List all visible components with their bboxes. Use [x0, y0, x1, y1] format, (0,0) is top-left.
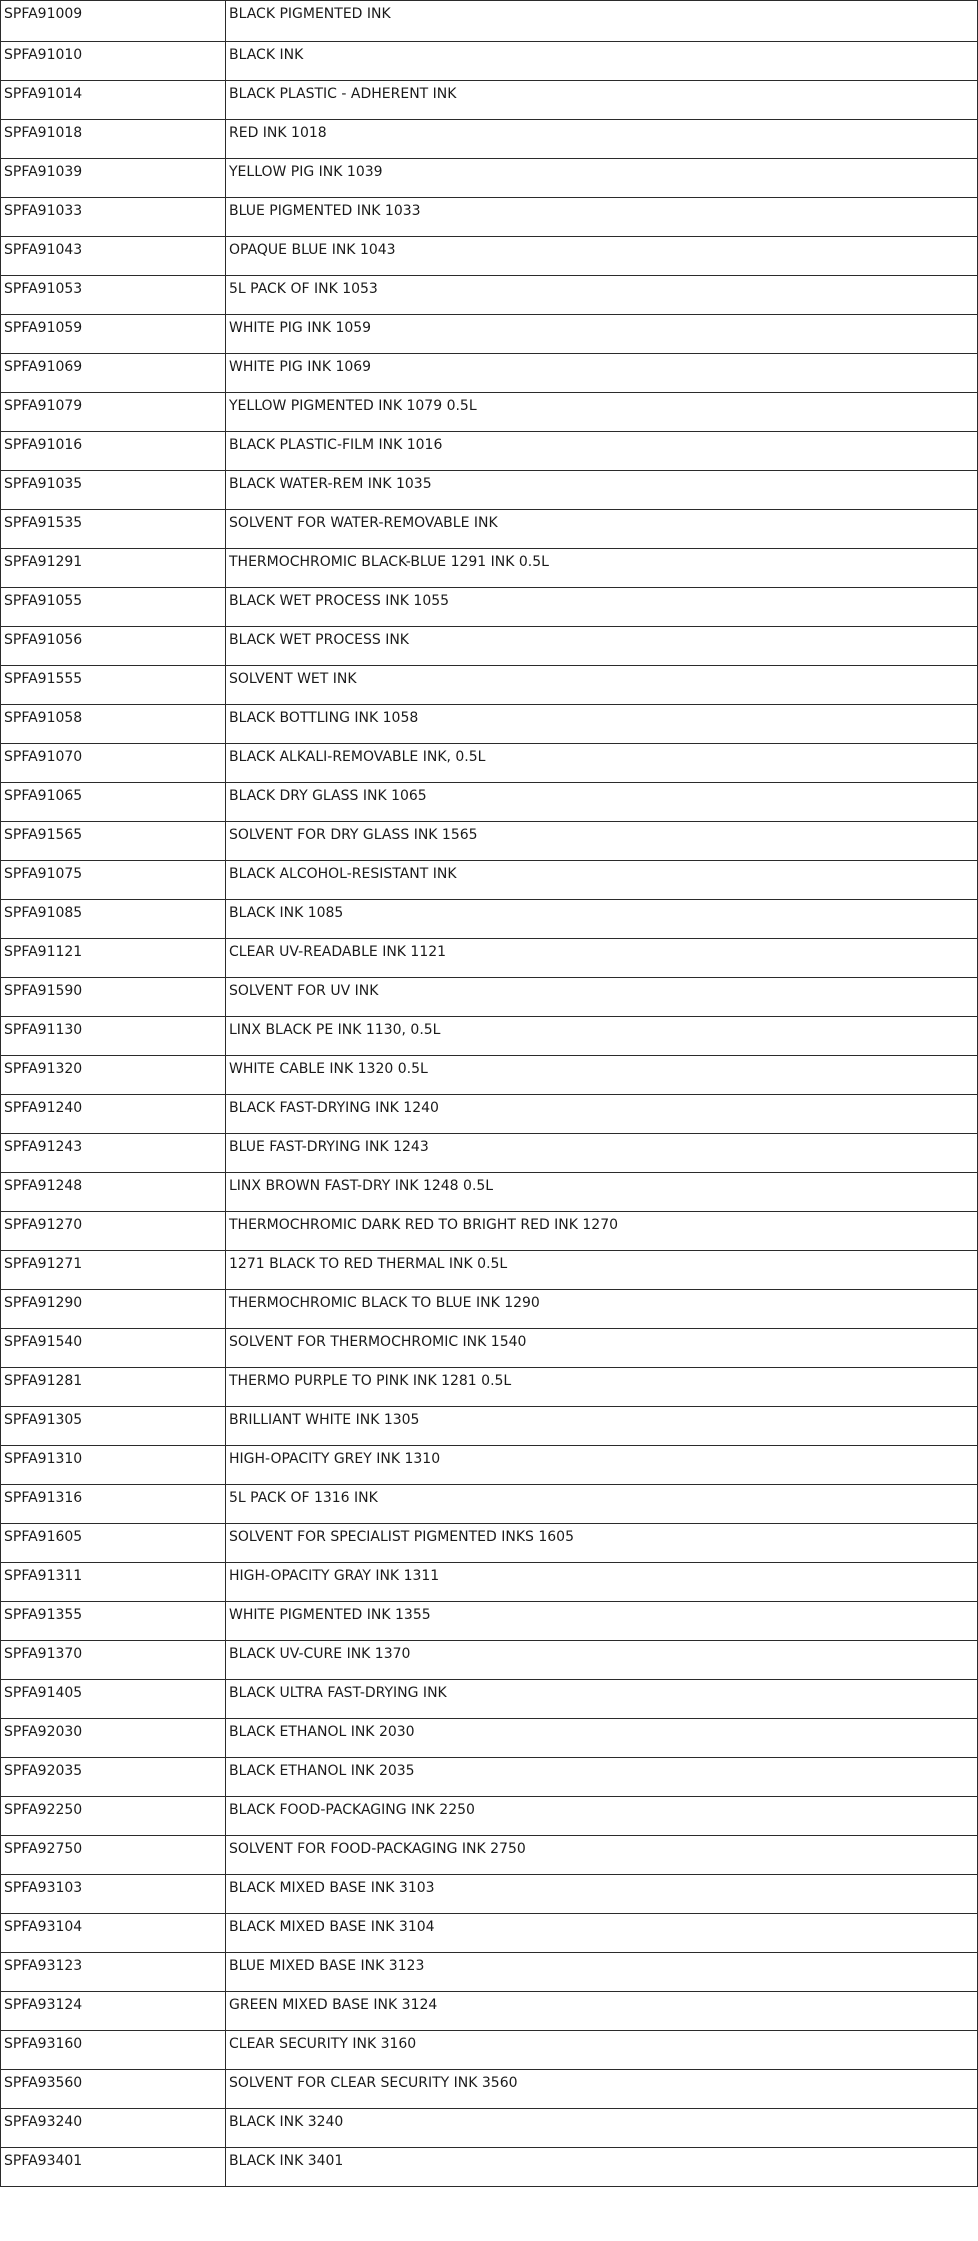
- table-row: [1, 1173, 978, 1212]
- product-code-cell: SPFA93401: [1, 2148, 226, 2187]
- table-row: [1, 939, 978, 978]
- product-code-cell: SPFA91240: [1, 1095, 226, 1134]
- product-description-cell: 5L PACK OF INK 1053: [226, 276, 978, 315]
- product-description-cell: BLACK WET PROCESS INK: [226, 627, 978, 666]
- product-code-cell: SPFA91320: [1, 1056, 226, 1095]
- product-description-cell: WHITE PIG INK 1059: [226, 315, 978, 354]
- product-code-cell: SPFA92035: [1, 1758, 226, 1797]
- table-row: [1, 1329, 978, 1368]
- table-row: [1, 1, 978, 42]
- table-row: [1, 2031, 978, 2070]
- product-code-cell: SPFA91270: [1, 1212, 226, 1251]
- table-row: [1, 1758, 978, 1797]
- product-description-cell: THERMOCHROMIC DARK RED TO BRIGHT RED INK 1270: [226, 1212, 978, 1251]
- product-description-cell: 5L PACK OF 1316 INK: [226, 1485, 978, 1524]
- product-description-cell: SOLVENT FOR DRY GLASS INK 1565: [226, 822, 978, 861]
- product-code-cell: SPFA91018: [1, 120, 226, 159]
- product-code-cell: SPFA91033: [1, 198, 226, 237]
- table-row: [1, 81, 978, 120]
- table-row: [1, 2109, 978, 2148]
- table-row: [1, 1095, 978, 1134]
- product-description-cell: BLACK INK: [226, 42, 978, 81]
- table-row: [1, 1719, 978, 1758]
- table-row: [1, 900, 978, 939]
- product-code-cell: SPFA91243: [1, 1134, 226, 1173]
- table-row: [1, 159, 978, 198]
- product-description-cell: WHITE CABLE INK 1320 0.5L: [226, 1056, 978, 1095]
- product-code-cell: SPFA91039: [1, 159, 226, 198]
- product-description-cell: BLUE MIXED BASE INK 3123: [226, 1953, 978, 1992]
- table-row: [1, 1524, 978, 1563]
- product-code-cell: SPFA91540: [1, 1329, 226, 1368]
- product-description-cell: BLACK WATER-REM INK 1035: [226, 471, 978, 510]
- product-code-cell: SPFA91014: [1, 81, 226, 120]
- product-description-cell: SOLVENT FOR UV INK: [226, 978, 978, 1017]
- product-code-cell: SPFA91085: [1, 900, 226, 939]
- product-code-cell: SPFA91056: [1, 627, 226, 666]
- table-row: [1, 1797, 978, 1836]
- table-row: [1, 1290, 978, 1329]
- table-row: [1, 393, 978, 432]
- table-row: [1, 432, 978, 471]
- product-description-cell: BLACK DRY GLASS INK 1065: [226, 783, 978, 822]
- table-row: [1, 42, 978, 81]
- product-code-cell: SPFA92750: [1, 1836, 226, 1875]
- table-row: [1, 237, 978, 276]
- product-description-cell: RED INK 1018: [226, 120, 978, 159]
- product-code-cell: SPFA91405: [1, 1680, 226, 1719]
- product-description-cell: CLEAR SECURITY INK 3160: [226, 2031, 978, 2070]
- product-code-cell: SPFA91310: [1, 1446, 226, 1485]
- product-description-cell: BLACK MIXED BASE INK 3104: [226, 1914, 978, 1953]
- product-description-cell: BLACK INK 3240: [226, 2109, 978, 2148]
- table-row: [1, 1368, 978, 1407]
- product-code-cell: SPFA91590: [1, 978, 226, 1017]
- product-description-cell: SOLVENT FOR FOOD-PACKAGING INK 2750: [226, 1836, 978, 1875]
- table-row: [1, 1953, 978, 1992]
- table-row: [1, 861, 978, 900]
- table-row: [1, 1602, 978, 1641]
- product-description-cell: BLACK PLASTIC - ADHERENT INK: [226, 81, 978, 120]
- product-code-cell: SPFA91070: [1, 744, 226, 783]
- product-code-cell: SPFA91305: [1, 1407, 226, 1446]
- product-code-cell: SPFA93123: [1, 1953, 226, 1992]
- table-row: [1, 1134, 978, 1173]
- product-description-cell: THERMOCHROMIC BLACK TO BLUE INK 1290: [226, 1290, 978, 1329]
- product-code-cell: SPFA91355: [1, 1602, 226, 1641]
- product-description-cell: BLACK INK 1085: [226, 900, 978, 939]
- product-code-cell: SPFA91059: [1, 315, 226, 354]
- table-row: [1, 627, 978, 666]
- product-code-cell: SPFA91370: [1, 1641, 226, 1680]
- table-row: [1, 1914, 978, 1953]
- table-row: [1, 1017, 978, 1056]
- product-code-cell: SPFA91069: [1, 354, 226, 393]
- product-code-cell: SPFA91535: [1, 510, 226, 549]
- product-description-cell: 1271 BLACK TO RED THERMAL INK 0.5L: [226, 1251, 978, 1290]
- product-description-cell: THERMOCHROMIC BLACK-BLUE 1291 INK 0.5L: [226, 549, 978, 588]
- table-row: [1, 978, 978, 1017]
- product-description-cell: GREEN MIXED BASE INK 3124: [226, 1992, 978, 2031]
- table-row: [1, 1446, 978, 1485]
- product-description-cell: BLUE PIGMENTED INK 1033: [226, 198, 978, 237]
- product-description-cell: THERMO PURPLE TO PINK INK 1281 0.5L: [226, 1368, 978, 1407]
- product-code-table-body: [1, 1, 978, 2187]
- product-description-cell: BLACK MIXED BASE INK 3103: [226, 1875, 978, 1914]
- table-row: [1, 510, 978, 549]
- product-code-cell: SPFA91248: [1, 1173, 226, 1212]
- product-description-cell: YELLOW PIGMENTED INK 1079 0.5L: [226, 393, 978, 432]
- product-description-cell: BLACK PLASTIC-FILM INK 1016: [226, 432, 978, 471]
- product-code-cell: SPFA93103: [1, 1875, 226, 1914]
- product-description-cell: LINX BLACK PE INK 1130, 0.5L: [226, 1017, 978, 1056]
- product-description-cell: BLACK PIGMENTED INK: [226, 1, 978, 42]
- product-code-cell: SPFA91311: [1, 1563, 226, 1602]
- product-code-cell: SPFA91281: [1, 1368, 226, 1407]
- table-row: [1, 1485, 978, 1524]
- product-description-cell: HIGH-OPACITY GREY INK 1310: [226, 1446, 978, 1485]
- product-description-cell: BLACK WET PROCESS INK 1055: [226, 588, 978, 627]
- table-row: [1, 2070, 978, 2109]
- table-row: [1, 315, 978, 354]
- table-row: [1, 744, 978, 783]
- product-code-cell: SPFA91009: [1, 1, 226, 42]
- product-code-cell: SPFA91291: [1, 549, 226, 588]
- product-description-cell: BLACK UV-CURE INK 1370: [226, 1641, 978, 1680]
- table-row: [1, 276, 978, 315]
- table-row: [1, 666, 978, 705]
- product-code-cell: SPFA93104: [1, 1914, 226, 1953]
- product-description-cell: SOLVENT FOR WATER-REMOVABLE INK: [226, 510, 978, 549]
- product-code-cell: SPFA93240: [1, 2109, 226, 2148]
- table-row: [1, 1836, 978, 1875]
- table-row: [1, 1251, 978, 1290]
- product-description-cell: SOLVENT WET INK: [226, 666, 978, 705]
- table-row: [1, 120, 978, 159]
- product-code-cell: SPFA91565: [1, 822, 226, 861]
- table-row: [1, 471, 978, 510]
- product-description-cell: SOLVENT FOR CLEAR SECURITY INK 3560: [226, 2070, 978, 2109]
- product-description-cell: BLACK ULTRA FAST-DRYING INK: [226, 1680, 978, 1719]
- table-row: [1, 1563, 978, 1602]
- product-code-cell: SPFA93160: [1, 2031, 226, 2070]
- product-code-cell: SPFA91055: [1, 588, 226, 627]
- product-code-cell: SPFA91075: [1, 861, 226, 900]
- product-code-cell: SPFA91058: [1, 705, 226, 744]
- product-description-cell: WHITE PIG INK 1069: [226, 354, 978, 393]
- product-code-cell: SPFA93124: [1, 1992, 226, 2031]
- product-code-cell: SPFA91035: [1, 471, 226, 510]
- table-row: [1, 822, 978, 861]
- product-code-cell: SPFA91053: [1, 276, 226, 315]
- table-row: [1, 783, 978, 822]
- product-description-cell: LINX BROWN FAST-DRY INK 1248 0.5L: [226, 1173, 978, 1212]
- product-description-cell: OPAQUE BLUE INK 1043: [226, 237, 978, 276]
- product-description-cell: BLACK ALCOHOL-RESISTANT INK: [226, 861, 978, 900]
- product-code-cell: SPFA92250: [1, 1797, 226, 1836]
- table-row: [1, 354, 978, 393]
- product-code-cell: SPFA91130: [1, 1017, 226, 1056]
- product-code-cell: SPFA91555: [1, 666, 226, 705]
- table-row: [1, 1992, 978, 2031]
- table-row: [1, 1641, 978, 1680]
- product-description-cell: BLACK ETHANOL INK 2030: [226, 1719, 978, 1758]
- product-code-cell: SPFA91079: [1, 393, 226, 432]
- table-row: [1, 198, 978, 237]
- table-row: [1, 1212, 978, 1251]
- product-description-cell: WHITE PIGMENTED INK 1355: [226, 1602, 978, 1641]
- product-description-cell: BLACK FAST-DRYING INK 1240: [226, 1095, 978, 1134]
- product-code-cell: SPFA92030: [1, 1719, 226, 1758]
- table-row: [1, 1875, 978, 1914]
- product-description-cell: BRILLIANT WHITE INK 1305: [226, 1407, 978, 1446]
- table-row: [1, 2148, 978, 2187]
- table-row: [1, 705, 978, 744]
- table-row: [1, 588, 978, 627]
- product-code-cell: SPFA93560: [1, 2070, 226, 2109]
- product-description-cell: YELLOW PIG INK 1039: [226, 159, 978, 198]
- product-code-cell: SPFA91271: [1, 1251, 226, 1290]
- product-code-cell: SPFA91605: [1, 1524, 226, 1563]
- product-code-cell: SPFA91121: [1, 939, 226, 978]
- product-code-cell: SPFA91065: [1, 783, 226, 822]
- product-code-cell: SPFA91016: [1, 432, 226, 471]
- table-row: [1, 1056, 978, 1095]
- table-row: [1, 549, 978, 588]
- product-description-cell: BLACK ALKALI-REMOVABLE INK, 0.5L: [226, 744, 978, 783]
- product-description-cell: BLUE FAST-DRYING INK 1243: [226, 1134, 978, 1173]
- product-description-cell: BLACK BOTTLING INK 1058: [226, 705, 978, 744]
- product-description-cell: HIGH-OPACITY GRAY INK 1311: [226, 1563, 978, 1602]
- product-code-cell: SPFA91316: [1, 1485, 226, 1524]
- product-code-cell: SPFA91290: [1, 1290, 226, 1329]
- product-description-cell: CLEAR UV-READABLE INK 1121: [226, 939, 978, 978]
- product-code-cell: SPFA91043: [1, 237, 226, 276]
- table-row: [1, 1680, 978, 1719]
- product-description-cell: BLACK FOOD-PACKAGING INK 2250: [226, 1797, 978, 1836]
- table-row: [1, 1407, 978, 1446]
- product-description-cell: SOLVENT FOR THERMOCHROMIC INK 1540: [226, 1329, 978, 1368]
- product-description-cell: BLACK INK 3401: [226, 2148, 978, 2187]
- product-description-cell: SOLVENT FOR SPECIALIST PIGMENTED INKS 1605: [226, 1524, 978, 1563]
- product-description-cell: BLACK ETHANOL INK 2035: [226, 1758, 978, 1797]
- product-code-cell: SPFA91010: [1, 42, 226, 81]
